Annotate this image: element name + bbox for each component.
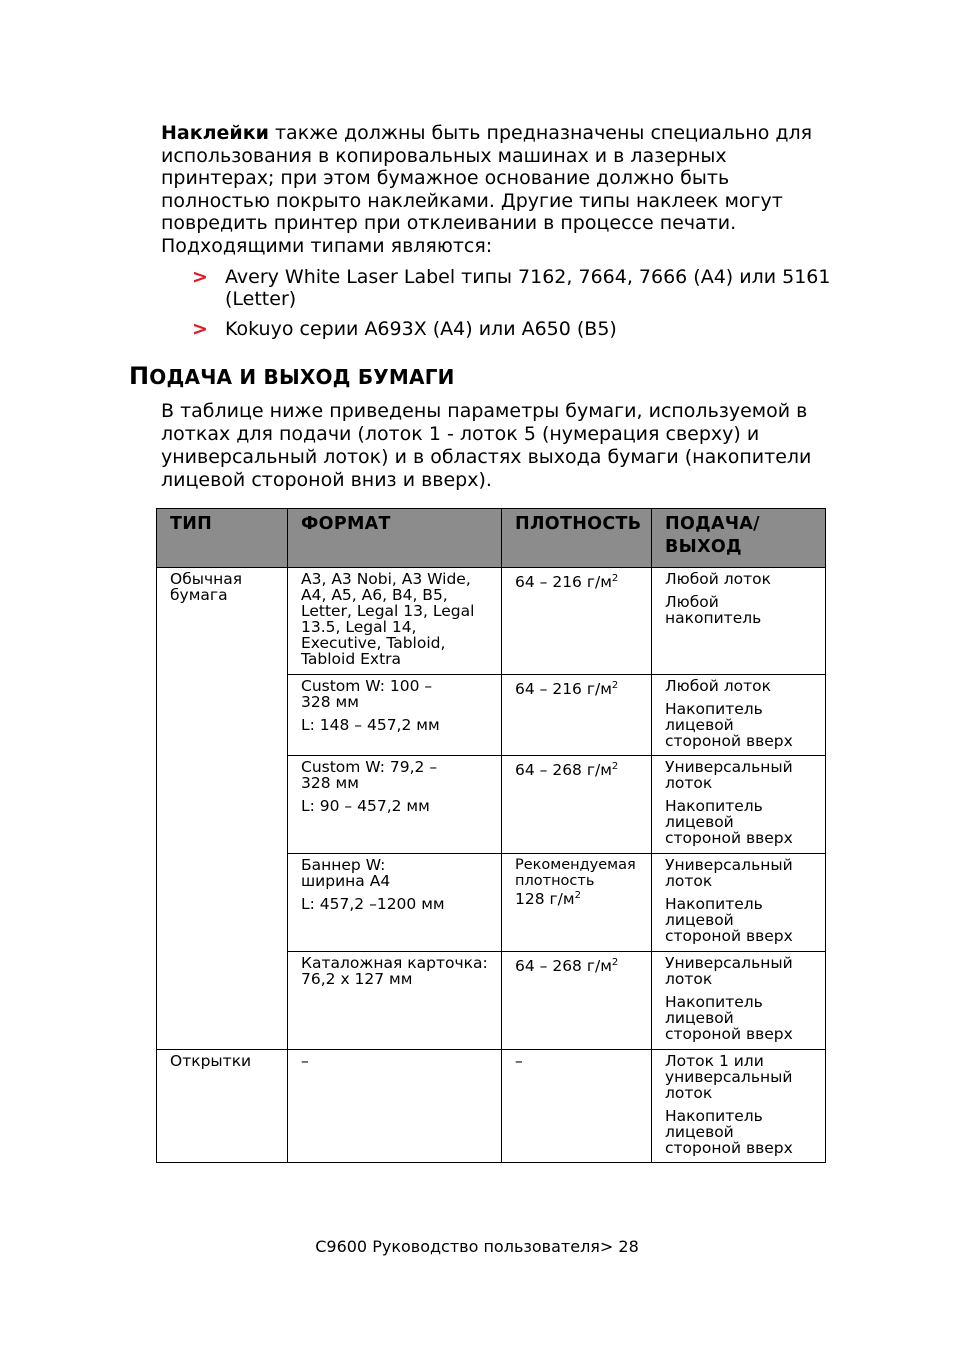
bullet-arrow-icon: > bbox=[192, 266, 208, 288]
list-item bbox=[192, 266, 832, 310]
cell-density bbox=[502, 952, 652, 1050]
cell-text: L: 457,2 –1200 мм bbox=[301, 895, 445, 913]
superscript: 2 bbox=[611, 761, 619, 772]
cell-text: 64 – 268 г/м bbox=[515, 957, 612, 975]
table-row bbox=[157, 675, 826, 756]
cell-text: Рекомендуемая плотность bbox=[515, 857, 636, 889]
cell-text: L: 90 – 457,2 мм bbox=[301, 797, 430, 815]
cell-text: Custom W: 100 – 328 мм bbox=[301, 677, 433, 711]
cell-text: Каталожная карточка: 76,2 x 127 мм bbox=[301, 954, 488, 988]
header-density: ПЛОТНОСТЬ bbox=[502, 509, 652, 568]
cell-text: Баннер W: ширина A4 bbox=[301, 856, 391, 890]
cell-text: – bbox=[515, 1052, 523, 1070]
cell-type bbox=[157, 854, 288, 952]
list-item-text: Kokuyo серии A693X (A4) или A650 (B5) bbox=[225, 318, 617, 340]
cell-type bbox=[157, 756, 288, 854]
cell-text: – bbox=[301, 1052, 309, 1070]
cell-text: Универсальный лоток bbox=[665, 758, 793, 792]
table-row bbox=[157, 1050, 826, 1163]
table-row bbox=[157, 952, 826, 1050]
cell-type bbox=[157, 675, 288, 756]
cell-text: Обычная бумага bbox=[170, 570, 243, 604]
paper-table bbox=[156, 508, 826, 1163]
cell-text: Универсальный лоток bbox=[665, 954, 793, 988]
cell-format bbox=[288, 568, 502, 675]
cell-text: Любой лоток bbox=[665, 570, 772, 588]
cell-text: 64 – 268 г/м bbox=[515, 761, 612, 779]
header-type: ТИП bbox=[157, 509, 288, 568]
cell-text: Любой накопитель bbox=[665, 593, 762, 627]
cell-text: Универсальный лоток bbox=[665, 856, 793, 890]
table-header-row bbox=[157, 509, 826, 568]
cell-format bbox=[288, 1050, 502, 1163]
list-item bbox=[192, 318, 832, 340]
cell-text: Открытки bbox=[170, 1052, 252, 1070]
intro-paragraph bbox=[161, 122, 841, 258]
list-item-text: Avery White Laser Label типы 7162, 7664, 7666 (A4) или 5161 (Letter) bbox=[225, 266, 831, 310]
cell-text: 64 – 216 г/м bbox=[515, 680, 612, 698]
superscript: 2 bbox=[611, 573, 619, 584]
cell-text: Custom W: 79,2 – 328 мм bbox=[301, 758, 438, 792]
cell-text: L: 148 – 457,2 мм bbox=[301, 716, 440, 734]
cell-text: Накопитель лицевой стороной вверх bbox=[665, 1107, 793, 1157]
table-row bbox=[157, 854, 826, 952]
page-footer: C9600 Руководство пользователя> 28 bbox=[315, 1237, 639, 1256]
table-row bbox=[157, 756, 826, 854]
cell-density bbox=[502, 1050, 652, 1163]
section-heading bbox=[129, 362, 455, 390]
cell-density bbox=[502, 854, 652, 952]
cell-text: Лоток 1 или универсальный лоток bbox=[665, 1052, 793, 1102]
cell-format bbox=[288, 756, 502, 854]
intro-text: также должны быть предназначены специально для использования в копировальных машинах и в лазерных принтерах; при этом бумажное основание должно быть полностью покрыто наклейками. Другие типы наклеек могут повредить принтер при отклеивании в процессе печати. Подходящими типами являются: bbox=[161, 122, 813, 257]
cell-feed bbox=[652, 854, 826, 952]
superscript: 2 bbox=[611, 957, 619, 968]
cell-feed bbox=[652, 1050, 826, 1163]
intro-bold-term: Наклейки bbox=[161, 122, 269, 144]
heading-rest: ОДАЧА И ВЫХОД БУМАГИ bbox=[149, 365, 455, 389]
cell-type bbox=[157, 952, 288, 1050]
superscript: 2 bbox=[611, 680, 619, 691]
cell-format bbox=[288, 952, 502, 1050]
bullet-arrow-icon: > bbox=[192, 318, 208, 340]
cell-text: 64 – 216 г/м bbox=[515, 573, 612, 591]
cell-density bbox=[502, 675, 652, 756]
cell-text: Накопитель лицевой стороной вверх bbox=[665, 700, 793, 750]
cell-text: Накопитель лицевой стороной вверх bbox=[665, 993, 793, 1043]
cell-text: Накопитель лицевой стороной вверх bbox=[665, 895, 793, 945]
label-types-list bbox=[192, 266, 832, 348]
cell-text: A3, A3 Nobi, A3 Wide, A4, A5, A6, B4, B5, Letter, Legal 13, Legal 13.5, Legal 14, Executive, Tabloid, Tabloid Extra bbox=[301, 570, 475, 668]
cell-density bbox=[502, 568, 652, 675]
cell-text: 128 г/м bbox=[515, 890, 575, 908]
heading-initial: П bbox=[129, 362, 150, 390]
cell-feed bbox=[652, 952, 826, 1050]
cell-type bbox=[157, 1050, 288, 1163]
header-feed: ПОДАЧА/ ВЫХОД bbox=[652, 509, 826, 568]
cell-format bbox=[288, 675, 502, 756]
section-paragraph: В таблице ниже приведены параметры бумаги, используемой в лотках для подачи (лоток 1 - лоток 5 (нумерация сверху) и универсальный лоток) и в областях выхода бумаги (накопители лицевой стороной вниз и вверх). bbox=[161, 400, 812, 491]
cell-density bbox=[502, 756, 652, 854]
cell-feed bbox=[652, 756, 826, 854]
cell-feed bbox=[652, 568, 826, 675]
cell-type bbox=[157, 568, 288, 675]
table-row bbox=[157, 568, 826, 675]
cell-format bbox=[288, 854, 502, 952]
superscript: 2 bbox=[574, 890, 581, 901]
cell-feed bbox=[652, 675, 826, 756]
cell-text: Накопитель лицевой стороной вверх bbox=[665, 797, 793, 847]
header-format: ФОРМАТ bbox=[288, 509, 502, 568]
cell-text: Любой лоток bbox=[665, 677, 772, 695]
